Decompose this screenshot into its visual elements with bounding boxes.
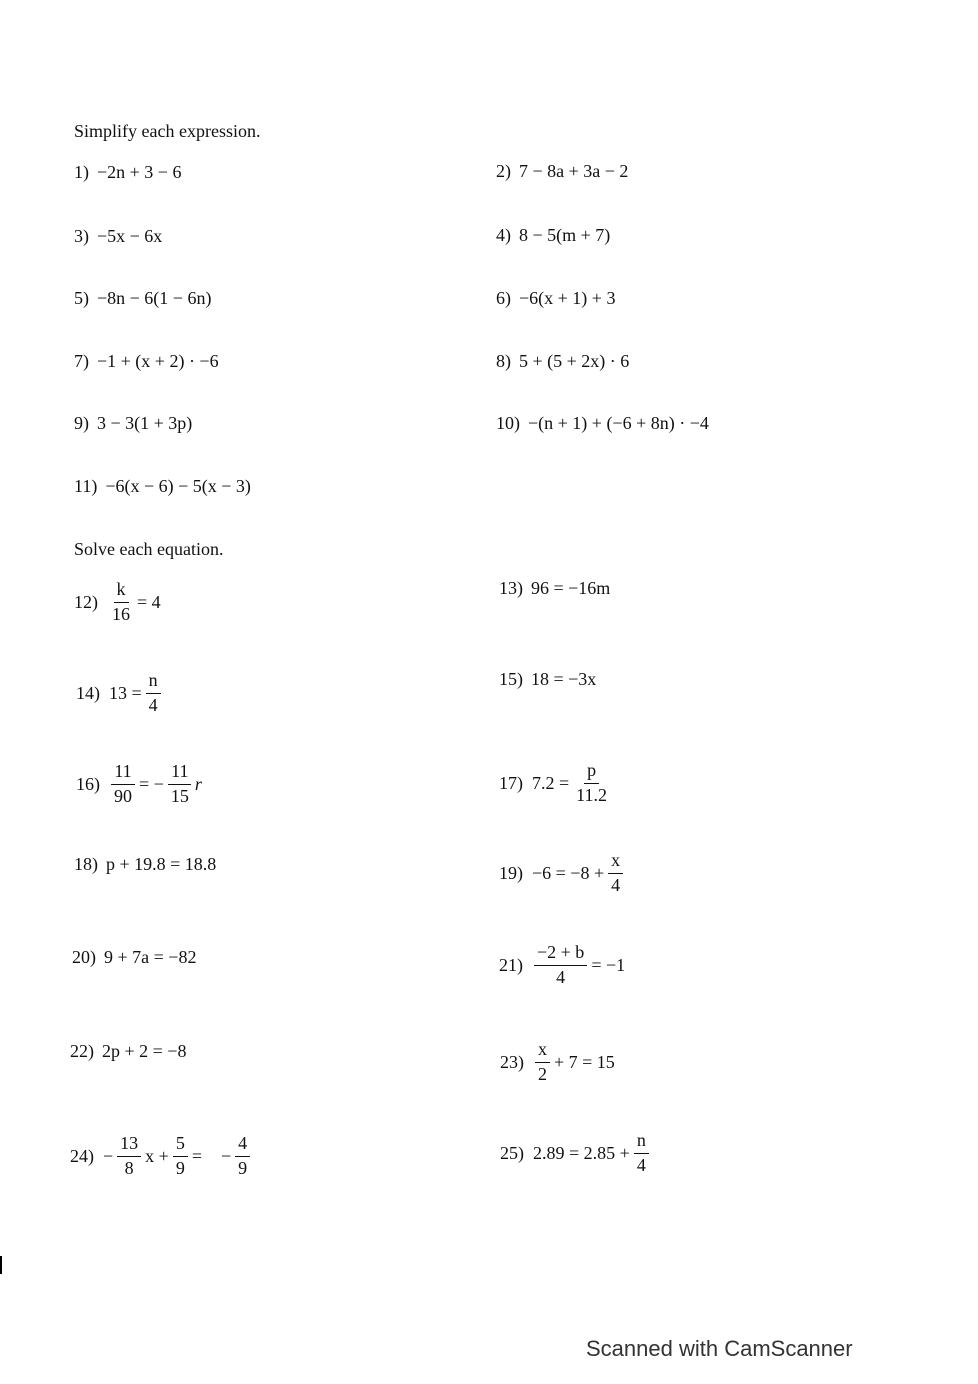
fraction-numerator: 4 [235,1134,250,1157]
problem-number: 3) [74,226,89,246]
problem-7 [74,351,219,372]
problem-number: 5) [74,288,89,308]
equation-left: −6 = −8 + [532,862,605,883]
problem-6 [496,288,615,309]
problem-expression: −2n + 3 − 6 [97,162,182,182]
problem-expression: 5 + (5 + 2x) · 6 [519,351,630,371]
fraction-denominator: 4 [556,966,566,987]
problem-23 [500,1040,616,1085]
problem-expression: −5x − 6x [97,226,163,246]
fraction-numerator: 11 [111,762,134,785]
problem-number: 11) [74,476,98,496]
problem-number: 4) [496,225,511,245]
problem-25 [500,1131,652,1176]
problem-11 [74,476,251,497]
fraction [235,1134,250,1179]
problem-number: 18) [74,854,98,874]
scanner-watermark: Scanned with CamScanner [586,1336,853,1361]
equation-rest: r [194,773,202,794]
problem-12 [74,580,162,625]
problem-expression: 96 = −16m [531,578,611,598]
problem-number: 12) [74,591,98,612]
problem-18 [74,854,216,875]
equation-rest: + 7 = 15 [554,1051,615,1072]
fraction-denominator: 16 [112,603,130,624]
fraction [168,762,192,807]
fraction-numerator: n [146,671,161,694]
problem-17 [499,761,613,806]
problem-19 [499,851,626,896]
problem-expression: 2p + 2 = −8 [102,1041,187,1061]
equation-rest: = −1 [591,954,626,975]
equals-sign: = [191,1145,202,1166]
problem-14 [76,671,164,716]
problem-number: 16) [76,773,100,794]
problem-3 [74,226,162,247]
fraction [634,1131,649,1176]
fraction [146,671,161,716]
problem-expression: −6(x + 1) + 3 [519,288,616,308]
problem-expression: 8 − 5(m + 7) [519,225,611,245]
problem-20 [72,947,196,968]
problem-number: 24) [70,1145,94,1166]
problem-expression: −(n + 1) + (−6 + 8n) · −4 [528,413,709,433]
problem-2 [496,161,628,182]
problem-expression: 18 = −3x [531,669,597,689]
fraction-denominator: 11.2 [576,784,607,805]
problem-number: 2) [496,161,511,181]
equation-middle: x + [145,1145,169,1166]
problem-expression: −1 + (x + 2) · −6 [97,351,219,371]
fraction-denominator: 4 [636,1154,646,1175]
fraction [173,1134,188,1179]
fraction [535,1040,550,1085]
equation-left: 13 = [109,682,142,703]
fraction [109,580,133,625]
problem-number: 20) [72,947,96,967]
equation-left: 7.2 = [532,772,570,793]
fraction-denominator: 15 [170,785,189,806]
problem-number: 17) [499,772,523,793]
problem-9 [74,413,192,434]
equation-rest: = 4 [137,591,161,612]
problem-number: 9) [74,413,89,433]
fraction-denominator: 8 [124,1157,134,1178]
fraction-numerator: −2 + b [534,943,587,966]
fraction-denominator: 9 [238,1157,248,1178]
problem-21 [499,943,626,988]
problem-8 [496,351,629,372]
simplify-heading: Simplify each expression. [74,121,261,141]
fraction-numerator: 5 [173,1134,188,1157]
problem-expression: 3 − 3(1 + 3p) [97,413,193,433]
problem-number: 14) [76,682,100,703]
equation-middle: = − [139,773,164,794]
fraction [111,762,135,807]
problem-expression: −8n − 6(1 − 6n) [97,288,212,308]
scan-edge-mark [0,1256,2,1274]
problem-number: 6) [496,288,511,308]
problem-number: 22) [70,1041,94,1061]
fraction-numerator: n [634,1131,649,1154]
fraction-denominator: 4 [611,874,621,895]
fraction [534,943,587,988]
fraction [117,1134,141,1179]
fraction-numerator: x [608,851,623,874]
sign: − [103,1145,114,1166]
fraction-denominator: 9 [175,1157,185,1178]
problem-15 [499,669,596,690]
problem-22 [70,1041,186,1062]
problem-4 [496,225,610,246]
fraction-denominator: 2 [538,1063,547,1084]
problem-5 [74,288,211,309]
fraction-numerator: 11 [168,762,191,785]
problem-number: 19) [499,862,523,883]
problem-24 [70,1134,253,1179]
problem-number: 10) [496,413,520,433]
problem-16 [76,762,202,807]
fraction [573,761,610,806]
problem-number: 25) [500,1142,524,1163]
fraction-numerator: p [584,761,599,784]
problem-expression: 9 + 7a = −82 [104,947,197,967]
fraction-numerator: x [535,1040,550,1063]
problem-number: 23) [500,1051,524,1072]
problem-number: 8) [496,351,511,371]
problem-expression: −6(x − 6) − 5(x − 3) [105,476,251,496]
fraction [608,851,623,896]
sign: − [220,1145,232,1166]
problem-1 [74,162,181,183]
fraction-denominator: 4 [148,694,158,715]
problem-expression: 7 − 8a + 3a − 2 [519,161,629,181]
fraction-numerator: k [114,580,129,603]
problem-number: 21) [499,954,523,975]
solve-heading: Solve each equation. [74,539,224,559]
problem-expression: p + 19.8 = 18.8 [106,854,217,874]
problem-13 [499,578,610,599]
problem-10 [496,413,709,434]
problem-number: 13) [499,578,523,598]
problem-number: 1) [74,162,89,182]
equation-left: 2.89 = 2.85 + [533,1142,630,1163]
fraction-denominator: 90 [114,785,132,806]
fraction-numerator: 13 [117,1134,141,1157]
problem-number: 15) [499,669,523,689]
problem-number: 7) [74,351,89,371]
